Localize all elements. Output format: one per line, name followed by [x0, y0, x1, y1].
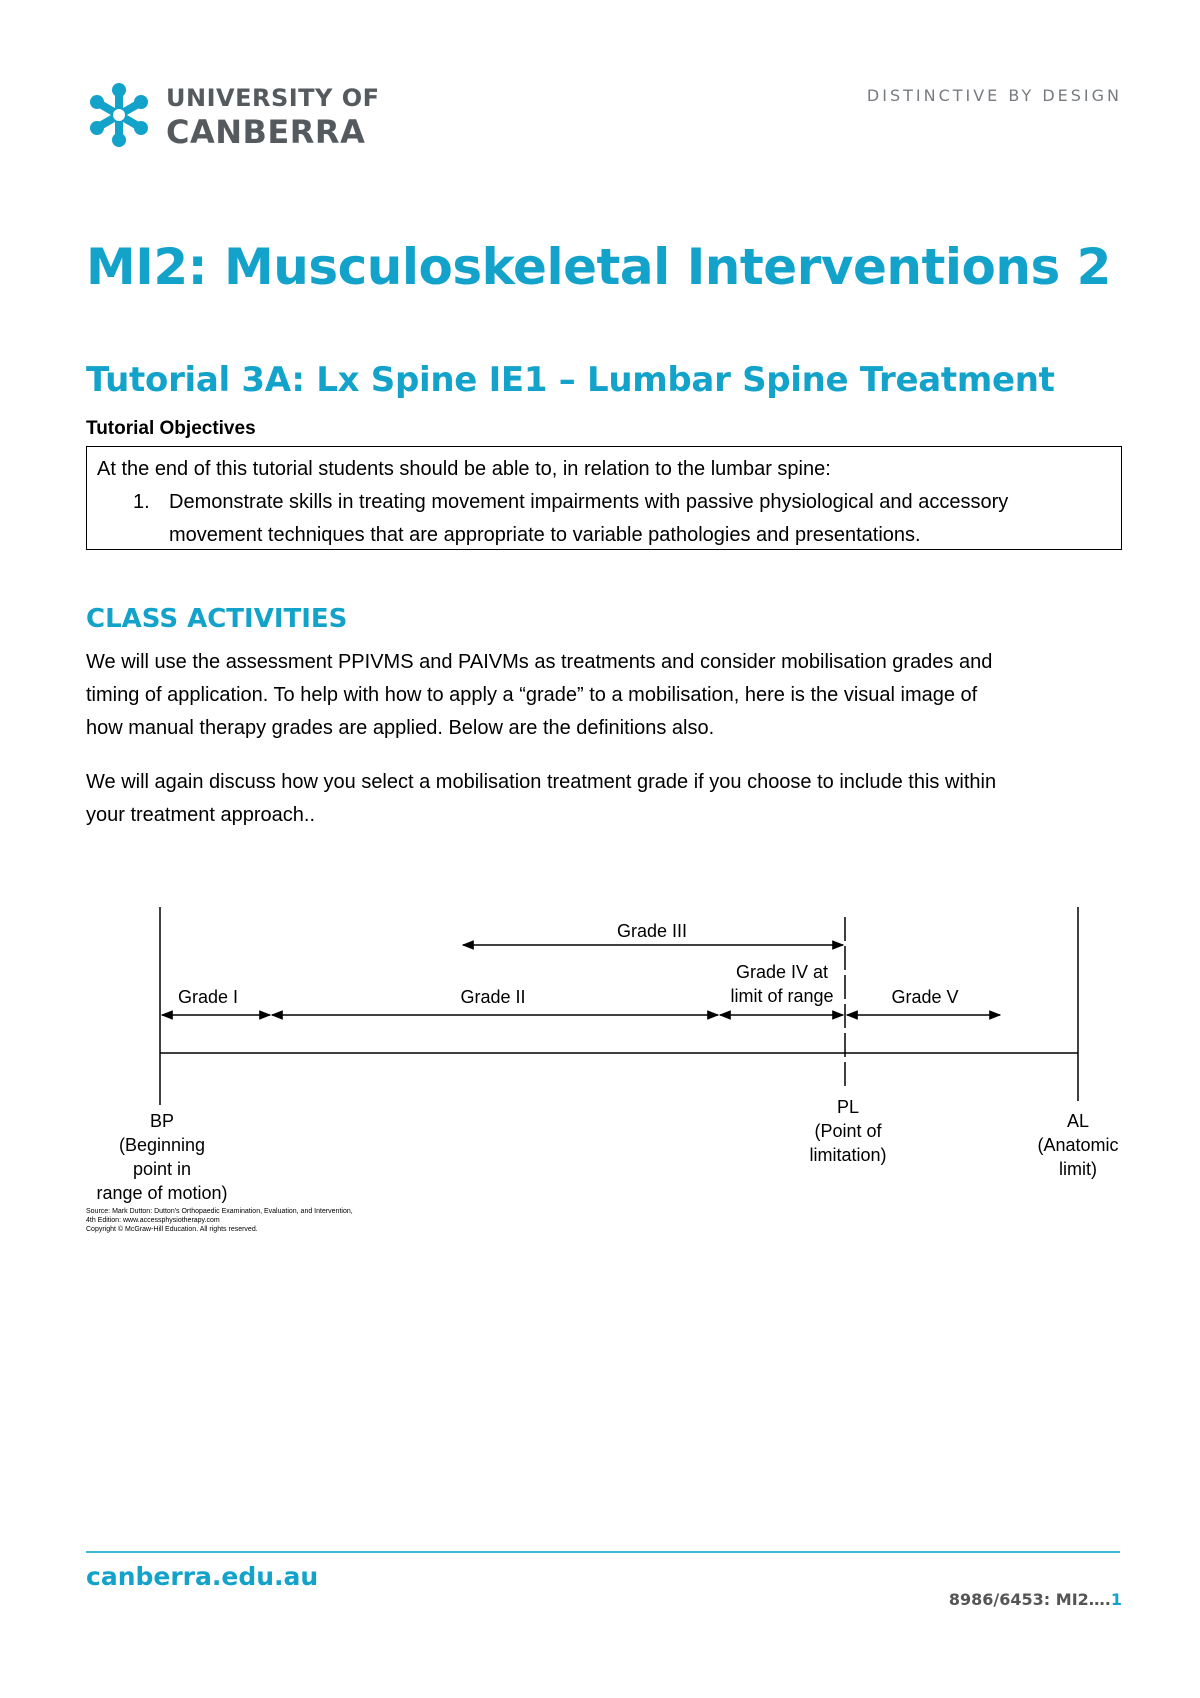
- tutorial-title: Tutorial 3A: Lx Spine IE1 – Lumbar Spine Treatment: [86, 360, 1055, 400]
- page-reference: [949, 1590, 1122, 1609]
- footer-rule: [86, 1551, 1120, 1553]
- objective-line-2: movement techniques that are appropriate to variable pathologies and presentations.: [169, 524, 921, 546]
- al-desc-line-2: limit): [1059, 1159, 1097, 1179]
- para1-line-3: how manual therapy grades are applied. Below are the definitions also.: [86, 717, 715, 739]
- objectives-intro: At the end of this tutorial students should be able to, in relation to the lumbar spine:: [97, 458, 831, 480]
- grade-iv-label-line-2: limit of range: [730, 986, 834, 1006]
- pl-label: PL: [836, 1097, 860, 1117]
- grade-i-label: Grade I: [177, 987, 239, 1007]
- pl-desc-line-1: (Point of: [814, 1121, 882, 1141]
- para1-line-2: timing of application. To help with how to apply a “grade” to a mobilisation, here is the visual image of: [86, 684, 978, 706]
- source-line-2: 4th Edition: www.accessphysiotherapy.com: [86, 1217, 220, 1224]
- activities-paragraph-1: [86, 646, 1136, 745]
- logo-line-2: CANBERRA: [166, 113, 366, 151]
- document-title: MI2: Musculoskeletal Interventions 2: [86, 238, 1111, 296]
- tagline: DISTINCTIVE BY DESIGN: [866, 86, 1122, 105]
- objectives-heading: Tutorial Objectives: [86, 418, 256, 439]
- objective-number: 1.: [133, 491, 150, 513]
- grade-iv-label-line-1: Grade IV at: [735, 962, 829, 982]
- objectives-box: [86, 446, 1122, 550]
- al-label: AL: [1066, 1111, 1090, 1131]
- source-line-1: Source: Mark Dutton: Dutton's Orthopaedic Examination, Evaluation, and Intervention,: [86, 1208, 353, 1215]
- objective-line-1: Demonstrate skills in treating movement impairments with passive physiological and accessory: [169, 491, 1009, 513]
- al-desc-line-1: (Anatomic: [1037, 1135, 1119, 1155]
- para1-line-1: We will use the assessment PPIVMS and PAIVMs as treatments and consider mobilisation grades and: [86, 651, 993, 673]
- footer-website: canberra.edu.au: [86, 1562, 319, 1591]
- objective-item: [97, 486, 1111, 552]
- bp-label: BP: [149, 1111, 175, 1131]
- pl-desc-line-2: limitation): [809, 1145, 887, 1165]
- page-number: 1: [1110, 1590, 1122, 1609]
- university-logo: [86, 82, 406, 151]
- bp-desc-line-3: range of motion): [96, 1183, 228, 1203]
- mobilisation-grades-figure: [80, 895, 1140, 1235]
- objective-text: [169, 486, 1008, 552]
- para2-line-2: your treatment approach..: [86, 804, 316, 826]
- grade-v-label: Grade V: [891, 987, 959, 1007]
- source-line-3: Copyright © McGraw-Hill Education. All rights reserved.: [86, 1226, 258, 1233]
- class-activities-heading: CLASS ACTIVITIES: [86, 604, 348, 634]
- bp-desc-line-1: (Beginning: [118, 1135, 206, 1155]
- page-reference-text: 8986/6453: MI2….: [948, 1590, 1111, 1609]
- para2-line-1: We will again discuss how you select a mobilisation treatment grade if you choose to include this within: [86, 771, 997, 793]
- logo-mark-icon: [86, 82, 152, 148]
- activities-paragraph-2: [86, 766, 1136, 832]
- logo-wordmark: [166, 82, 380, 151]
- bp-desc-line-2: point in: [132, 1159, 192, 1179]
- grade-iii-label: Grade III: [616, 921, 688, 941]
- grade-ii-label: Grade II: [460, 987, 526, 1007]
- logo-line-1: UNIVERSITY OF: [166, 84, 380, 112]
